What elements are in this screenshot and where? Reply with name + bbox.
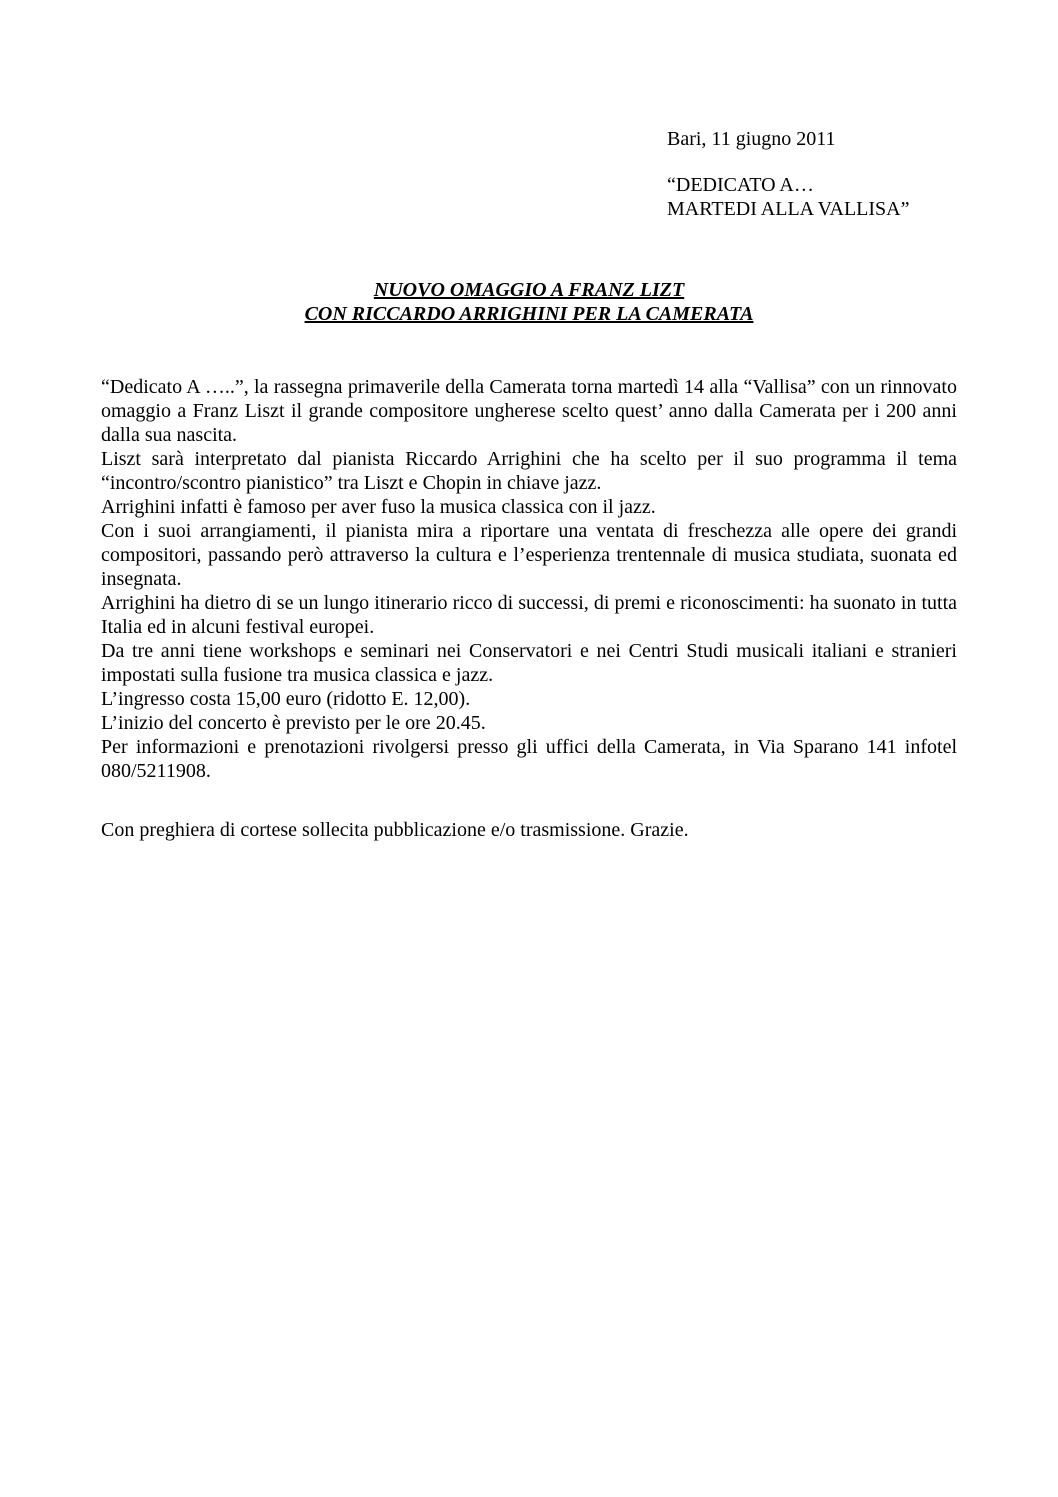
paragraph-start-time: L’inizio del concerto è previsto per le ore 20.45.: [101, 712, 486, 734]
paragraph-ticket-price: L’ingresso costa 15,00 euro (ridotto E. 12,00).: [101, 688, 471, 710]
headline: [0, 278, 1058, 326]
paragraph-contact-info: Per informazioni e prenotazioni rivolgersi presso gli uffici della Camerata, in Via Sparano 141 infotel 080/5211908.: [101, 736, 957, 782]
paragraph-workshops: Da tre anni tiene workshops e seminari nei Conservatori e nei Centri Studi musicali italiani e stranieri impostati sulla fusione tra musica classica e jazz.: [101, 640, 957, 686]
paragraph-career: Arrighini ha dietro di se un lungo itinerario ricco di successi, di premi e riconoscimenti: ha suonato in tutta Italia ed in alcuni festival europei.: [101, 592, 957, 638]
dedication-line-1: “DEDICATO A…: [667, 174, 814, 196]
dedication-line-2: MARTEDI ALLA VALLISA”: [667, 198, 910, 220]
paragraph-program: Liszt sarà interpretato dal pianista Riccardo Arrighini che ha scelto per il suo programma il tema “incontro/scontro pianistico” tra Liszt e Chopin in chiave jazz.: [101, 448, 957, 494]
paragraph-intro: “Dedicato A …..”, la rassegna primaverile della Camerata torna martedì 14 alla “Vallisa” con un rinnovato omaggio a Franz Liszt il grande compositore ungherese scelto quest’ anno dalla Camerata per i 200 anni dalla sua nascita.: [101, 376, 957, 446]
press-release-body: [101, 375, 957, 783]
document-date: Bari, 11 giugno 2011: [667, 128, 836, 150]
headline-line-2: CON RICCARDO ARRIGHINI PER LA CAMERATA: [304, 303, 754, 325]
closing-note: Con preghiera di cortese sollecita pubblicazione e/o trasmissione. Grazie.: [101, 819, 689, 841]
date-block: [667, 127, 1027, 221]
headline-line-1: NUOVO OMAGGIO A FRANZ LIZT: [373, 279, 685, 301]
paragraph-arrangements: Con i suoi arrangiamenti, il pianista mira a riportare una ventata di freschezza alle opere dei grandi compositori, passando però attraverso la cultura e l’esperienza trentennale di musica studiata, suonata ed insegnata.: [101, 520, 957, 590]
paragraph-fusion: Arrighini infatti è famoso per aver fuso la musica classica con il jazz.: [101, 496, 656, 518]
